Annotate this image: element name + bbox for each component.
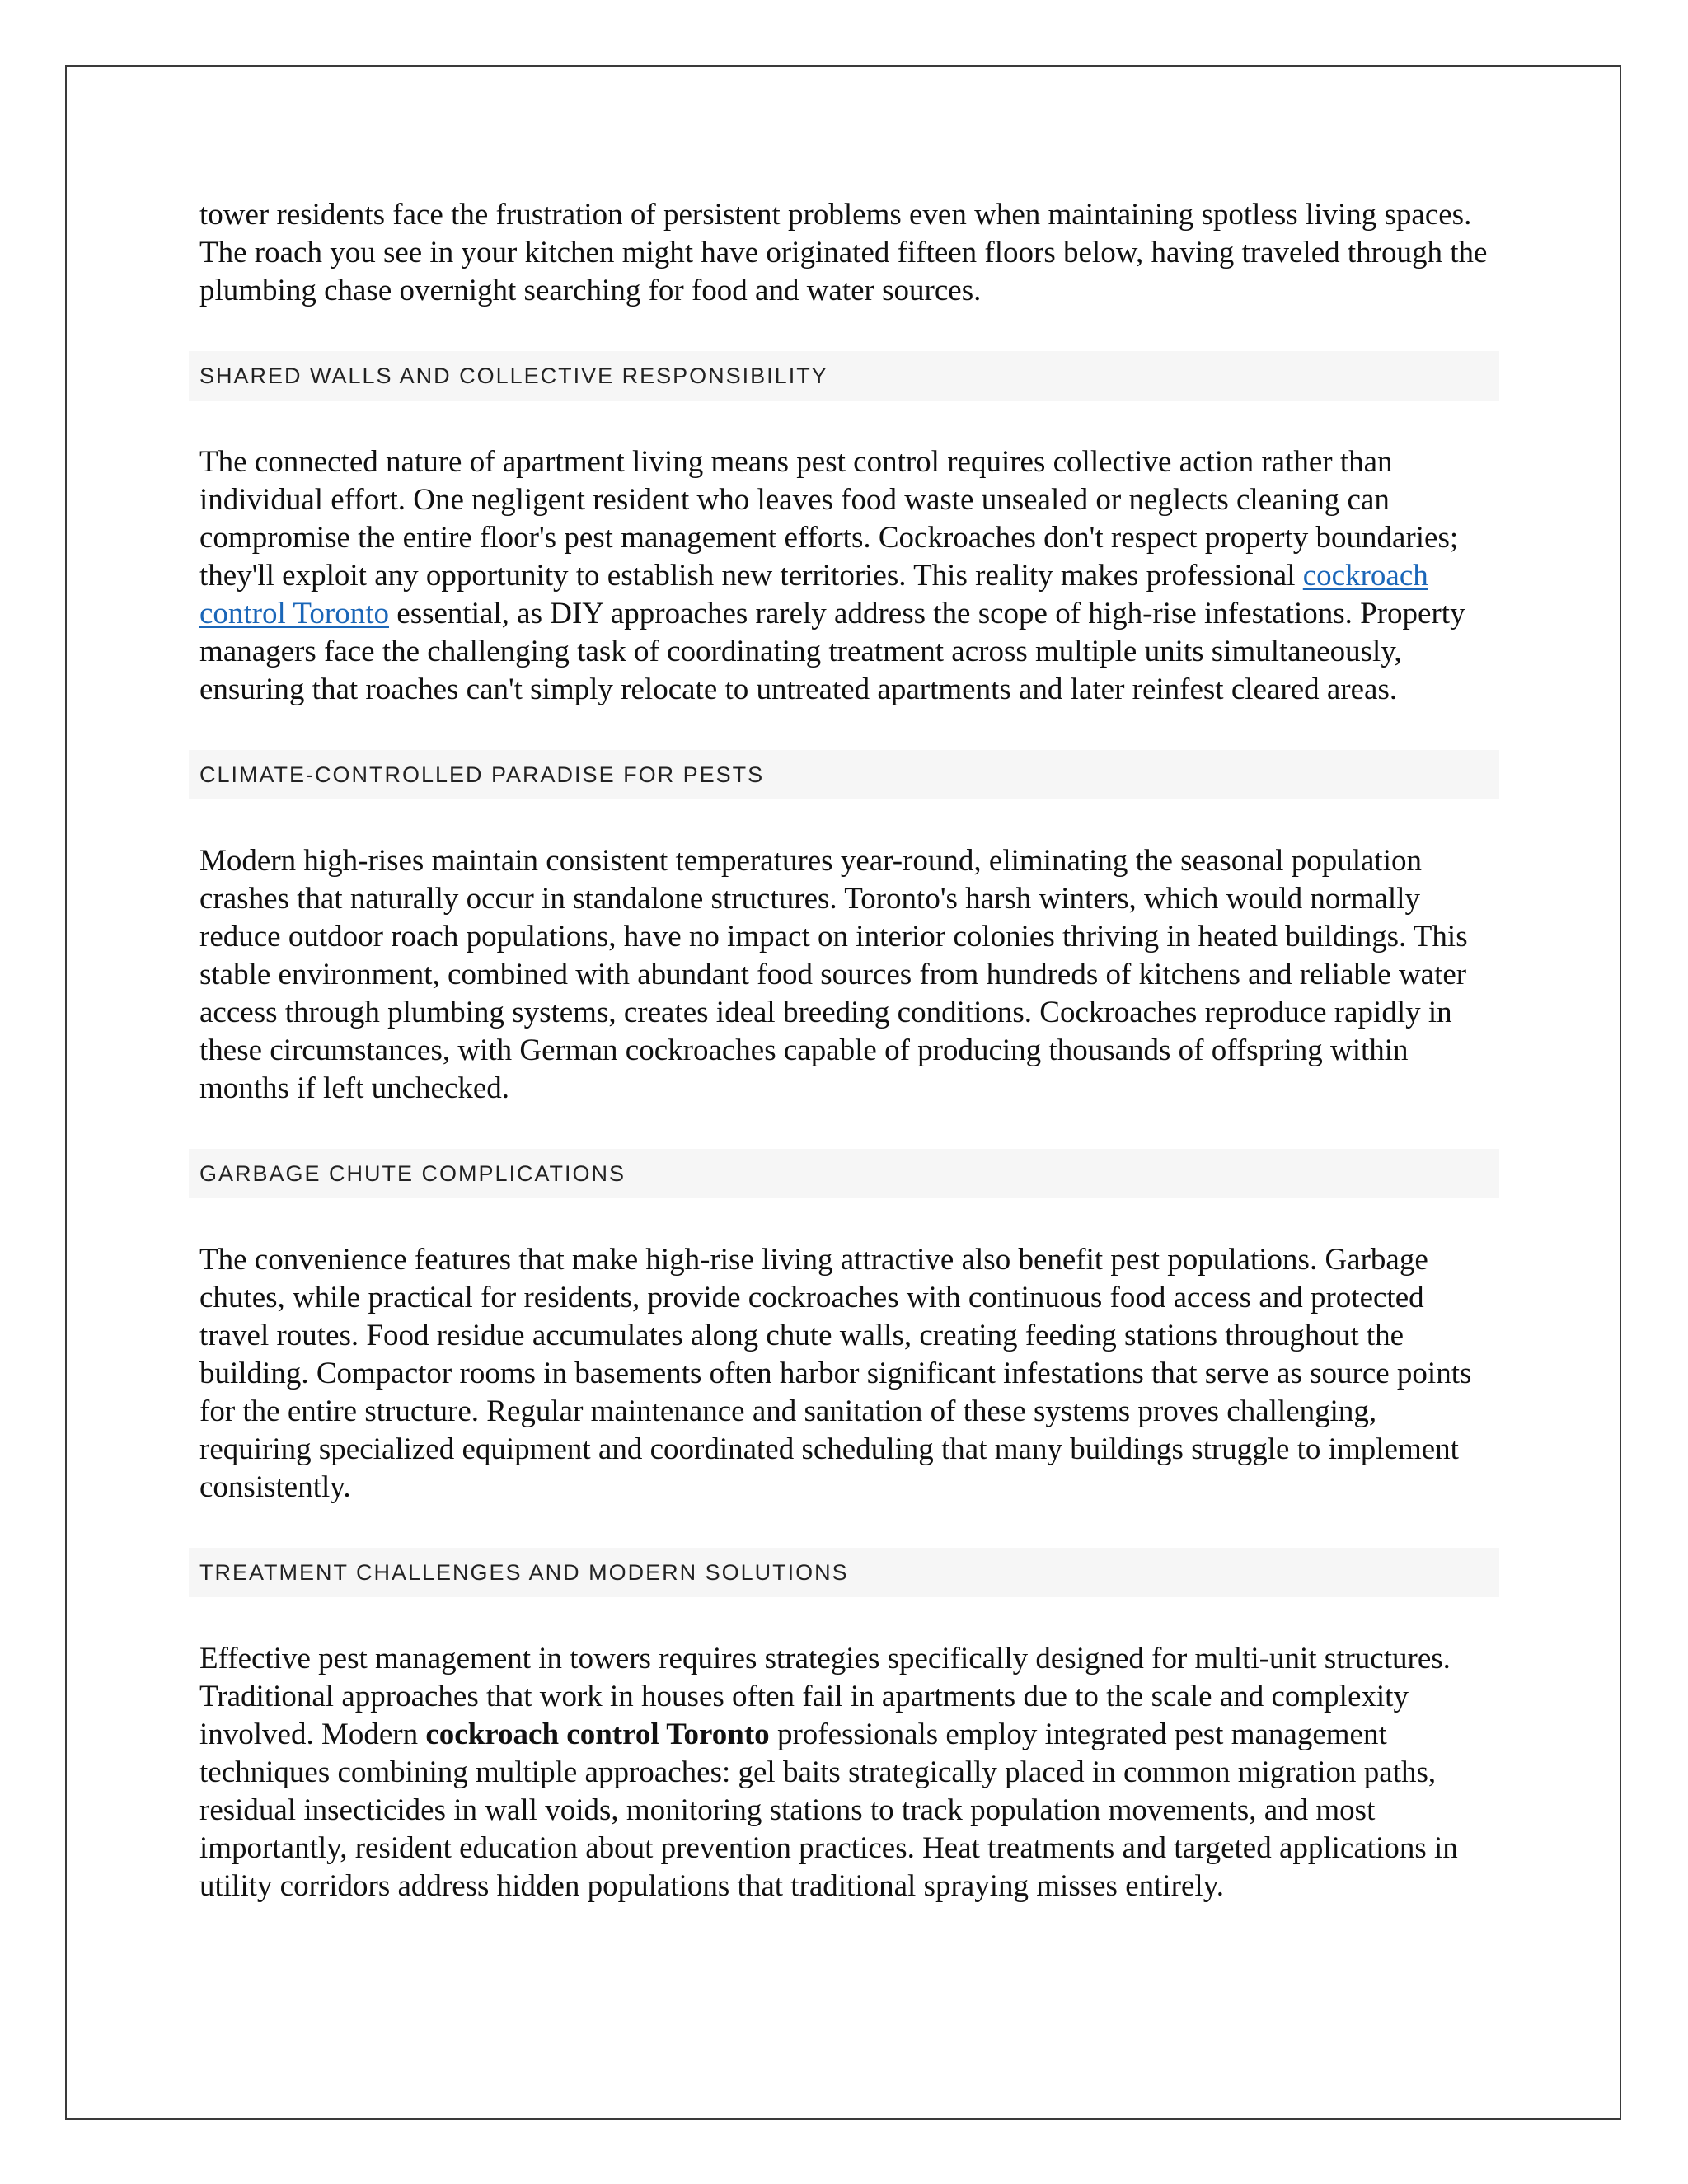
section-heading-text: SHARED WALLS AND COLLECTIVE RESPONSIBILITY bbox=[199, 363, 828, 388]
bold-keyword: cockroach control Toronto bbox=[425, 1718, 770, 1751]
section-heading-treatment bbox=[189, 1548, 1499, 1597]
paragraph-text: Effective pest management in towers requires strategies specifically designed for multi-unit structures. Traditional approaches that work in houses often fail in apartments due to the scale and complexity involved. Modern bbox=[199, 1642, 1451, 1751]
section-heading-text: TREATMENT CHALLENGES AND MODERN SOLUTIONS bbox=[199, 1559, 849, 1585]
intro-paragraph: tower residents face the frustration of persistent problems even when maintaining spotless living spaces. The roach you see in your kitchen might have originated fifteen floors below, having traveled through the plumbing chase overnight searching for food and water sources. bbox=[199, 198, 1488, 307]
cockroach-control-toronto-link[interactable]: cockroach control Toronto bbox=[199, 559, 1428, 630]
paragraph-text: professionals employ integrated pest management techniques combining multiple approaches: gel baits strategically placed in common migration paths, residual insecticides in wall voids, monitoring stations to track population movements, and most importantly, resident education about prevention practices. Heat treatments and targeted applications in utility corridors address hidden populations that traditional spraying misses entirely. bbox=[199, 1718, 1458, 1903]
treatment-paragraph bbox=[199, 1640, 1493, 1905]
paragraph-text: essential, as DIY approaches rarely address the scope of high-rise infestations. Property managers face the challenging task of coordinating treatment across multiple units simultaneously, ensuring that roaches can't simply relocate to untreated apartments and later reinfest cleared areas. bbox=[199, 597, 1465, 706]
paragraph-text: The connected nature of apartment living means pest control requires collective action rather than individual effort. One negligent resident who leaves food waste unsealed or neglects cleaning can compromise the entire floor's pest management efforts. Cockroaches don't respect property boundaries; they'll exploit any opportunity to establish new territories. This reality makes professional bbox=[199, 445, 1459, 593]
garbage-chute-paragraph: The convenience features that make high-rise living attractive also benefit pest populations. Garbage chutes, while practical for residents, provide cockroaches with continuous food access and protected travel routes. Food residue accumulates along chute walls, creating feeding stations throughout the building. Compactor rooms in basements often harbor significant infestations that serve as source points for the entire structure. Regular maintenance and sanitation of these systems proves challenging, requiring specialized equipment and coordinated scheduling that many buildings struggle to implement consistently. bbox=[199, 1243, 1472, 1504]
section-heading-climate bbox=[189, 750, 1499, 799]
climate-paragraph: Modern high-rises maintain consistent temperatures year-round, eliminating the seasonal population crashes that naturally occur in standalone structures. Toronto's harsh winters, which would normally reduce outdoor roach populations, have no impact on interior colonies thriving in heated buildings. This stable environment, combined with abundant food sources from hundreds of kitchens and reliable water access through plumbing systems, creates ideal breeding conditions. Cockroaches reproduce rapidly in these circumstances, with German cockroaches capable of producing thousands of offspring within months if left unchecked. bbox=[199, 844, 1468, 1105]
section-heading-garbage-chute bbox=[189, 1149, 1499, 1198]
section-heading-text: GARBAGE CHUTE COMPLICATIONS bbox=[199, 1160, 626, 1186]
document-body bbox=[199, 196, 1493, 1905]
section-heading-shared-walls bbox=[189, 351, 1499, 401]
shared-walls-paragraph bbox=[199, 443, 1493, 709]
section-heading-text: CLIMATE-CONTROLLED PARADISE FOR PESTS bbox=[199, 762, 765, 787]
